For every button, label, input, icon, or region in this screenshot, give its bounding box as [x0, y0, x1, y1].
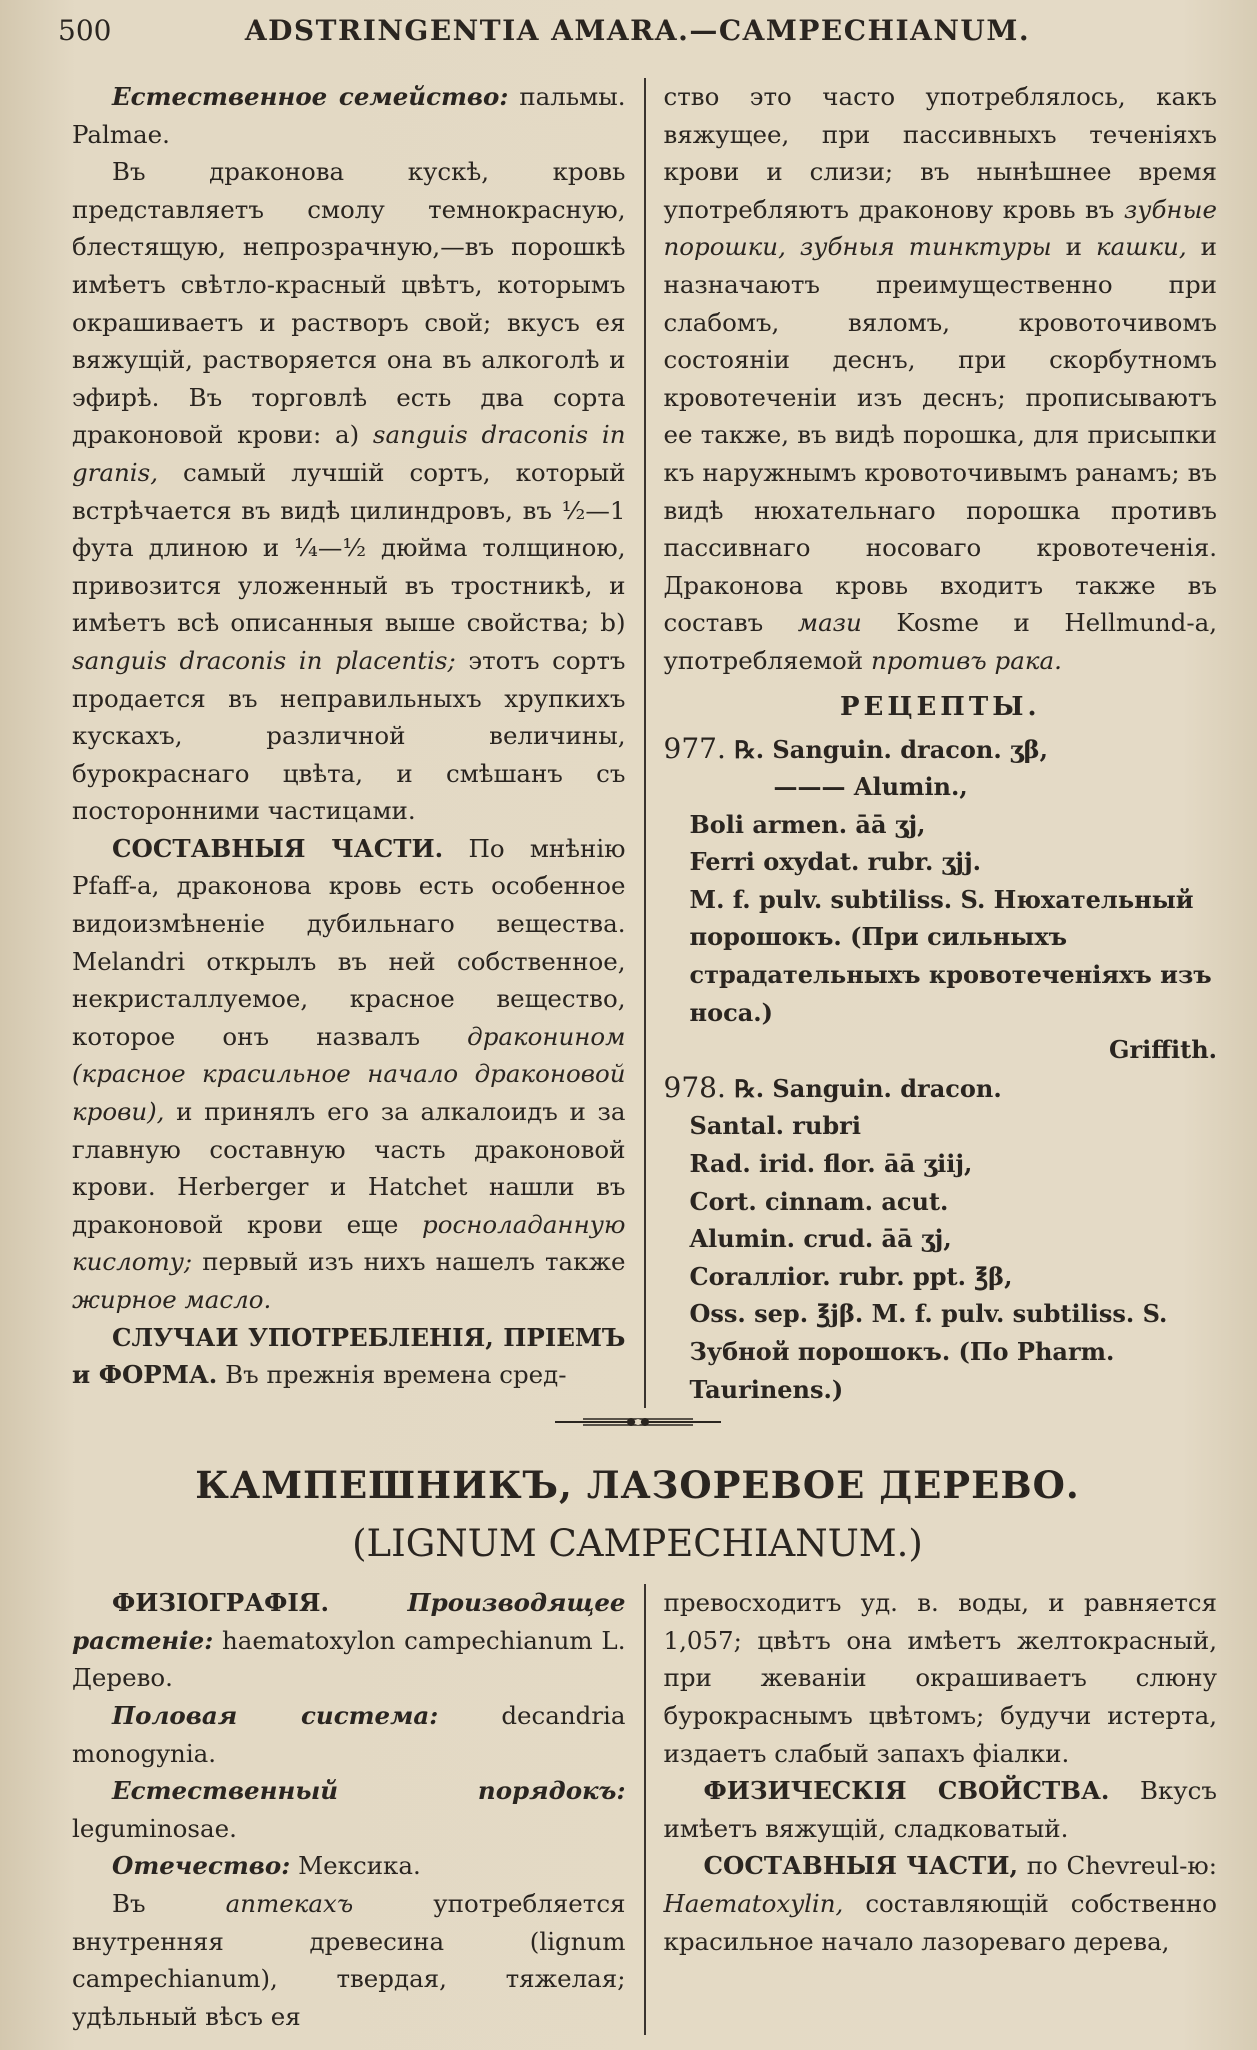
recipe-978: 978. ℞. Sanguin. dracon. Santal. rubri Rad. irid. flor. āā ʒiij, Cort. cinnam. acut. Alumin. crud. āā ʒj, Coraллior. rubr. ppt. ℥β, Oss. sep. ℥jβ. M. f. pulv. subtiliss. S. Зубной порошокъ. (По Pharm. Taurinens.): [663, 1070, 1168, 1404]
natural-order-line: Естественный порядокъ: leguminosae.: [72, 1776, 626, 1843]
recipe-977: 977. ℞. Sanguin. dracon. ʒβ, ——— Alumin., Boli armen. āā ʒj, Ferri oxydat. rubr. ʒjj. M. f. pulv. subtiliss. S. Нюхательный порошокъ. (При сильныхъ страдательныхъ кровотеченіяхъ изъ носа.) Griffith.: [663, 731, 1217, 1065]
ornament-icon: [553, 1414, 723, 1430]
physiography-paragraph: ФИЗІОГРАФІЯ. Производящее растеніе: haematoxylon campechianum L. Дерево.: [72, 1588, 626, 1693]
running-title: ADSTRINGENTIA AMARA.—CAMPECHIANUM.: [244, 14, 1031, 47]
usage-paragraph: СЛУЧАИ УПОТРЕБЛЕНІЯ, ПРІЕМЪ и ФОРМА. Въ прежнія времена сред-: [72, 1322, 626, 1390]
lower-right-column: [646, 1584, 1218, 2035]
recipes-heading: РЕЦЕПТЫ.: [839, 691, 1041, 722]
family-line: Естественное семейство: пальмы. Palmae.: [72, 82, 626, 149]
ornament-divider: [58, 1414, 1217, 1430]
section-subtitle: (LIGNUM CAMPECHIANUM.): [352, 1522, 923, 1566]
usage-continued-paragraph: ство это часто употреблялось, какъ вяжущее, при пассивныхъ теченіяхъ крови и слизи; въ нынѣшнее время употребляютъ драконову кровь въ зубные порошки, зубныя тинктуры и кашки, и назначаютъ преимущественно при слабомъ, вяломъ, кровоточивомъ состояніи деснъ, при скорбутномъ кровотеченіи изъ деснъ; прописываютъ ее также, въ видѣ порошка, для присыпки къ наружнымъ кровоточивымъ ранамъ; въ видѣ нюхательнаго порошка противъ пассивнаго носоваго кровотеченія. Драконова кровь входитъ также въ составъ мази Kosme и Hellmund-а, употребляемой противъ рака.: [663, 82, 1217, 675]
page-number: 500: [58, 14, 112, 47]
section-title: КАМПЕШНИКЪ, ЛАЗОРЕВОЕ ДЕРЕВО.: [195, 1463, 1080, 1508]
right-column: [646, 78, 1218, 1408]
lower-columns: [58, 1584, 1217, 2035]
components-paragraph: СОСТАВНЫЯ ЧАСТИ. По мнѣнію Pfaff-а, драконова кровь есть особенное видоизмѣненіе дубильнаго вещества. Melandri открылъ въ ней собственное, некристаллуемое, красное вещество, которое онъ назвалъ драконином (красное красильное начало драконовой крови), и принялъ его за алкалоидъ и за главную составную часть драконовой крови. Herberger и Hatchet нашли въ драконовой крови еще росноладанную кислоту; первый изъ нихъ нашелъ также жирное масло.: [72, 833, 626, 1314]
weight-paragraph: превосходитъ уд. в. воды, и равняется 1,057; цвѣтъ она имѣетъ желтокрасный, при жеванiи окрашиваетъ слюну бурокраснымъ цвѣтомъ; будучи истерта, издаетъ слабый запахъ фіалки.: [663, 1588, 1217, 1768]
physical-properties-paragraph: ФИЗИЧЕСКІЯ СВОЙСТВА. Вкусъ имѣетъ вяжущій, сладковатый.: [663, 1776, 1217, 1843]
running-head: [58, 14, 1217, 78]
lower-left-column: [58, 1584, 646, 2035]
sexual-system-line: Половая система: decandria monogynia.: [72, 1700, 626, 1768]
pharmacy-paragraph: Въ аптекахъ употребляется внутренняя древесина (lignum campechianum), твердая, тяжелая; удѣльный вѣсъ ея: [72, 1888, 626, 2031]
left-column: [58, 78, 646, 1408]
upper-columns: [58, 78, 1217, 1408]
homeland-line: Отечество: Мексика.: [112, 1851, 421, 1881]
description-paragraph: Въ драконова кускѣ, кровь представляетъ смолу темнокрасную, блестящую, непрозрачную,—въ порошкѣ имѣетъ свѣтло-красный цвѣтъ, которымъ окрашиваетъ и растворъ свой; вкусъ ея вяжущій, растворяется она въ алкоголѣ и эфирѣ. Въ торговлѣ есть два сорта драконовой крови: a) sanguis draconis in granis, самый лучшій сортъ, который встрѣчается въ видѣ цилиндровъ, въ ½—1 фута длиною и ¼—½ дюйма толщиною, привозится уложенный въ тростникѣ, и имѣетъ всѣ описанныя выше свойства; b) sanguis draconis in placentis; этотъ сортъ продается въ неправильныхъ хрупкихъ кускахъ, различной величины, бурокраснаго цвѣта, и смѣшанъ съ посторонними частицами.: [72, 157, 626, 826]
lower-components-paragraph: СОСТАВНЫЯ ЧАСТИ, по Chevreul-ю: Haematoxylin, составляющій собственно красильное начало лазореваго дерева,: [663, 1851, 1217, 1956]
